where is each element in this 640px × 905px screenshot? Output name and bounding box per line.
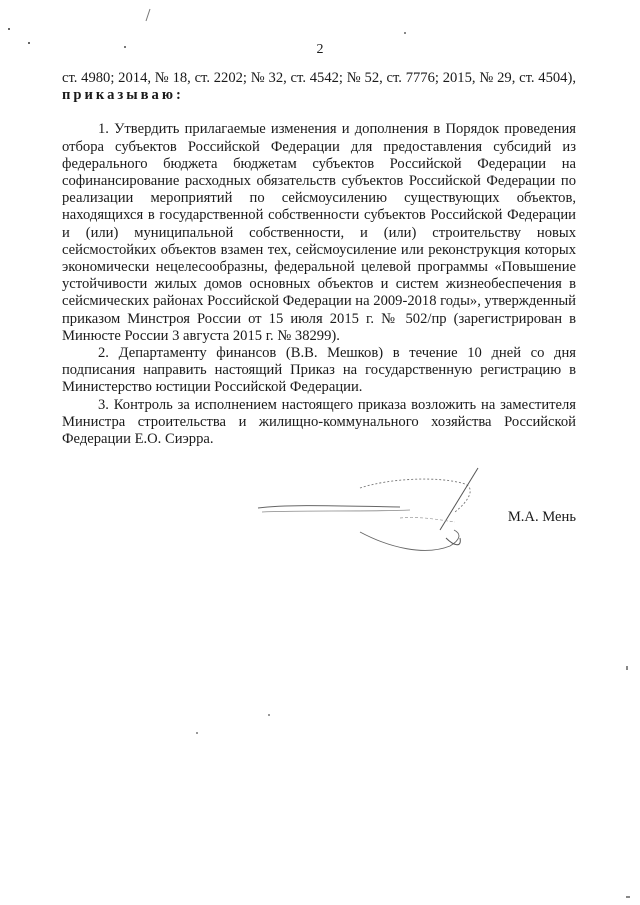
paragraph-1: 1. Утвердить прилагаемые изменения и дополнения в Порядок проведения отбора субъектов Российской Федерации для предоставления субсидий из федерального бюджета бюджетам субъектов Российской Федерации на софинансирование расходных обязательств субъектов Российской Федерации по реализации мероприятий по сейсмоусилению существующих объектов, находящихся в государственной собственности субъектов Российской Федерации и (или) муниципальной собственности, и (или) строительству новых сейсмостойких объектов взамен тех, сейсмоусиление или реконструкция которых экономически нецелесообразны, федеральной целевой программы «Повышение устойчивости жилых домов основных объектов и систем жизнеобеспечения в сейсмических районах Российской Федерации на 2009-2018 годы», утвержденный приказом Минстроя России от 15 июля 2015 г. № 502/пр (зарегистрирован в Минюсте России 3 августа 2015 г. № 38299).	[62, 121, 576, 344]
intro-text: ст. 4980; 2014, № 18, ст. 2202; № 32, ст. 4542; № 52, ст. 7776; 2015, № 29, ст. 4504),	[62, 70, 576, 86]
document-body	[62, 70, 576, 448]
scan-speck	[268, 714, 270, 716]
paragraph-3: 3. Контроль за исполнением настоящего приказа возложить на заместителя Министра строительства и жилищно-коммунального хозяйства Российской Федерации Е.О. Сиэрра.	[62, 396, 576, 448]
paragraph-2: 2. Департаменту финансов (В.В. Мешков) в течение 10 дней со дня подписания направить настоящий Приказ на государственную регистрацию в Министерство юстиции Российской Федерации.	[62, 345, 576, 396]
page-number: 2	[316, 42, 324, 57]
scan-speck	[124, 46, 126, 48]
scan-speck	[28, 42, 30, 44]
scan-speck	[144, 8, 152, 22]
intro-paragraph	[62, 70, 576, 104]
scan-speck	[404, 32, 406, 34]
order-word: приказываю:	[62, 87, 184, 104]
handwritten-signature	[250, 460, 490, 560]
scan-speck	[196, 732, 198, 734]
scan-speck	[626, 666, 628, 670]
scan-speck	[8, 28, 10, 30]
scan-speck	[626, 896, 630, 898]
signer-name: М.А. Мень	[507, 509, 576, 525]
